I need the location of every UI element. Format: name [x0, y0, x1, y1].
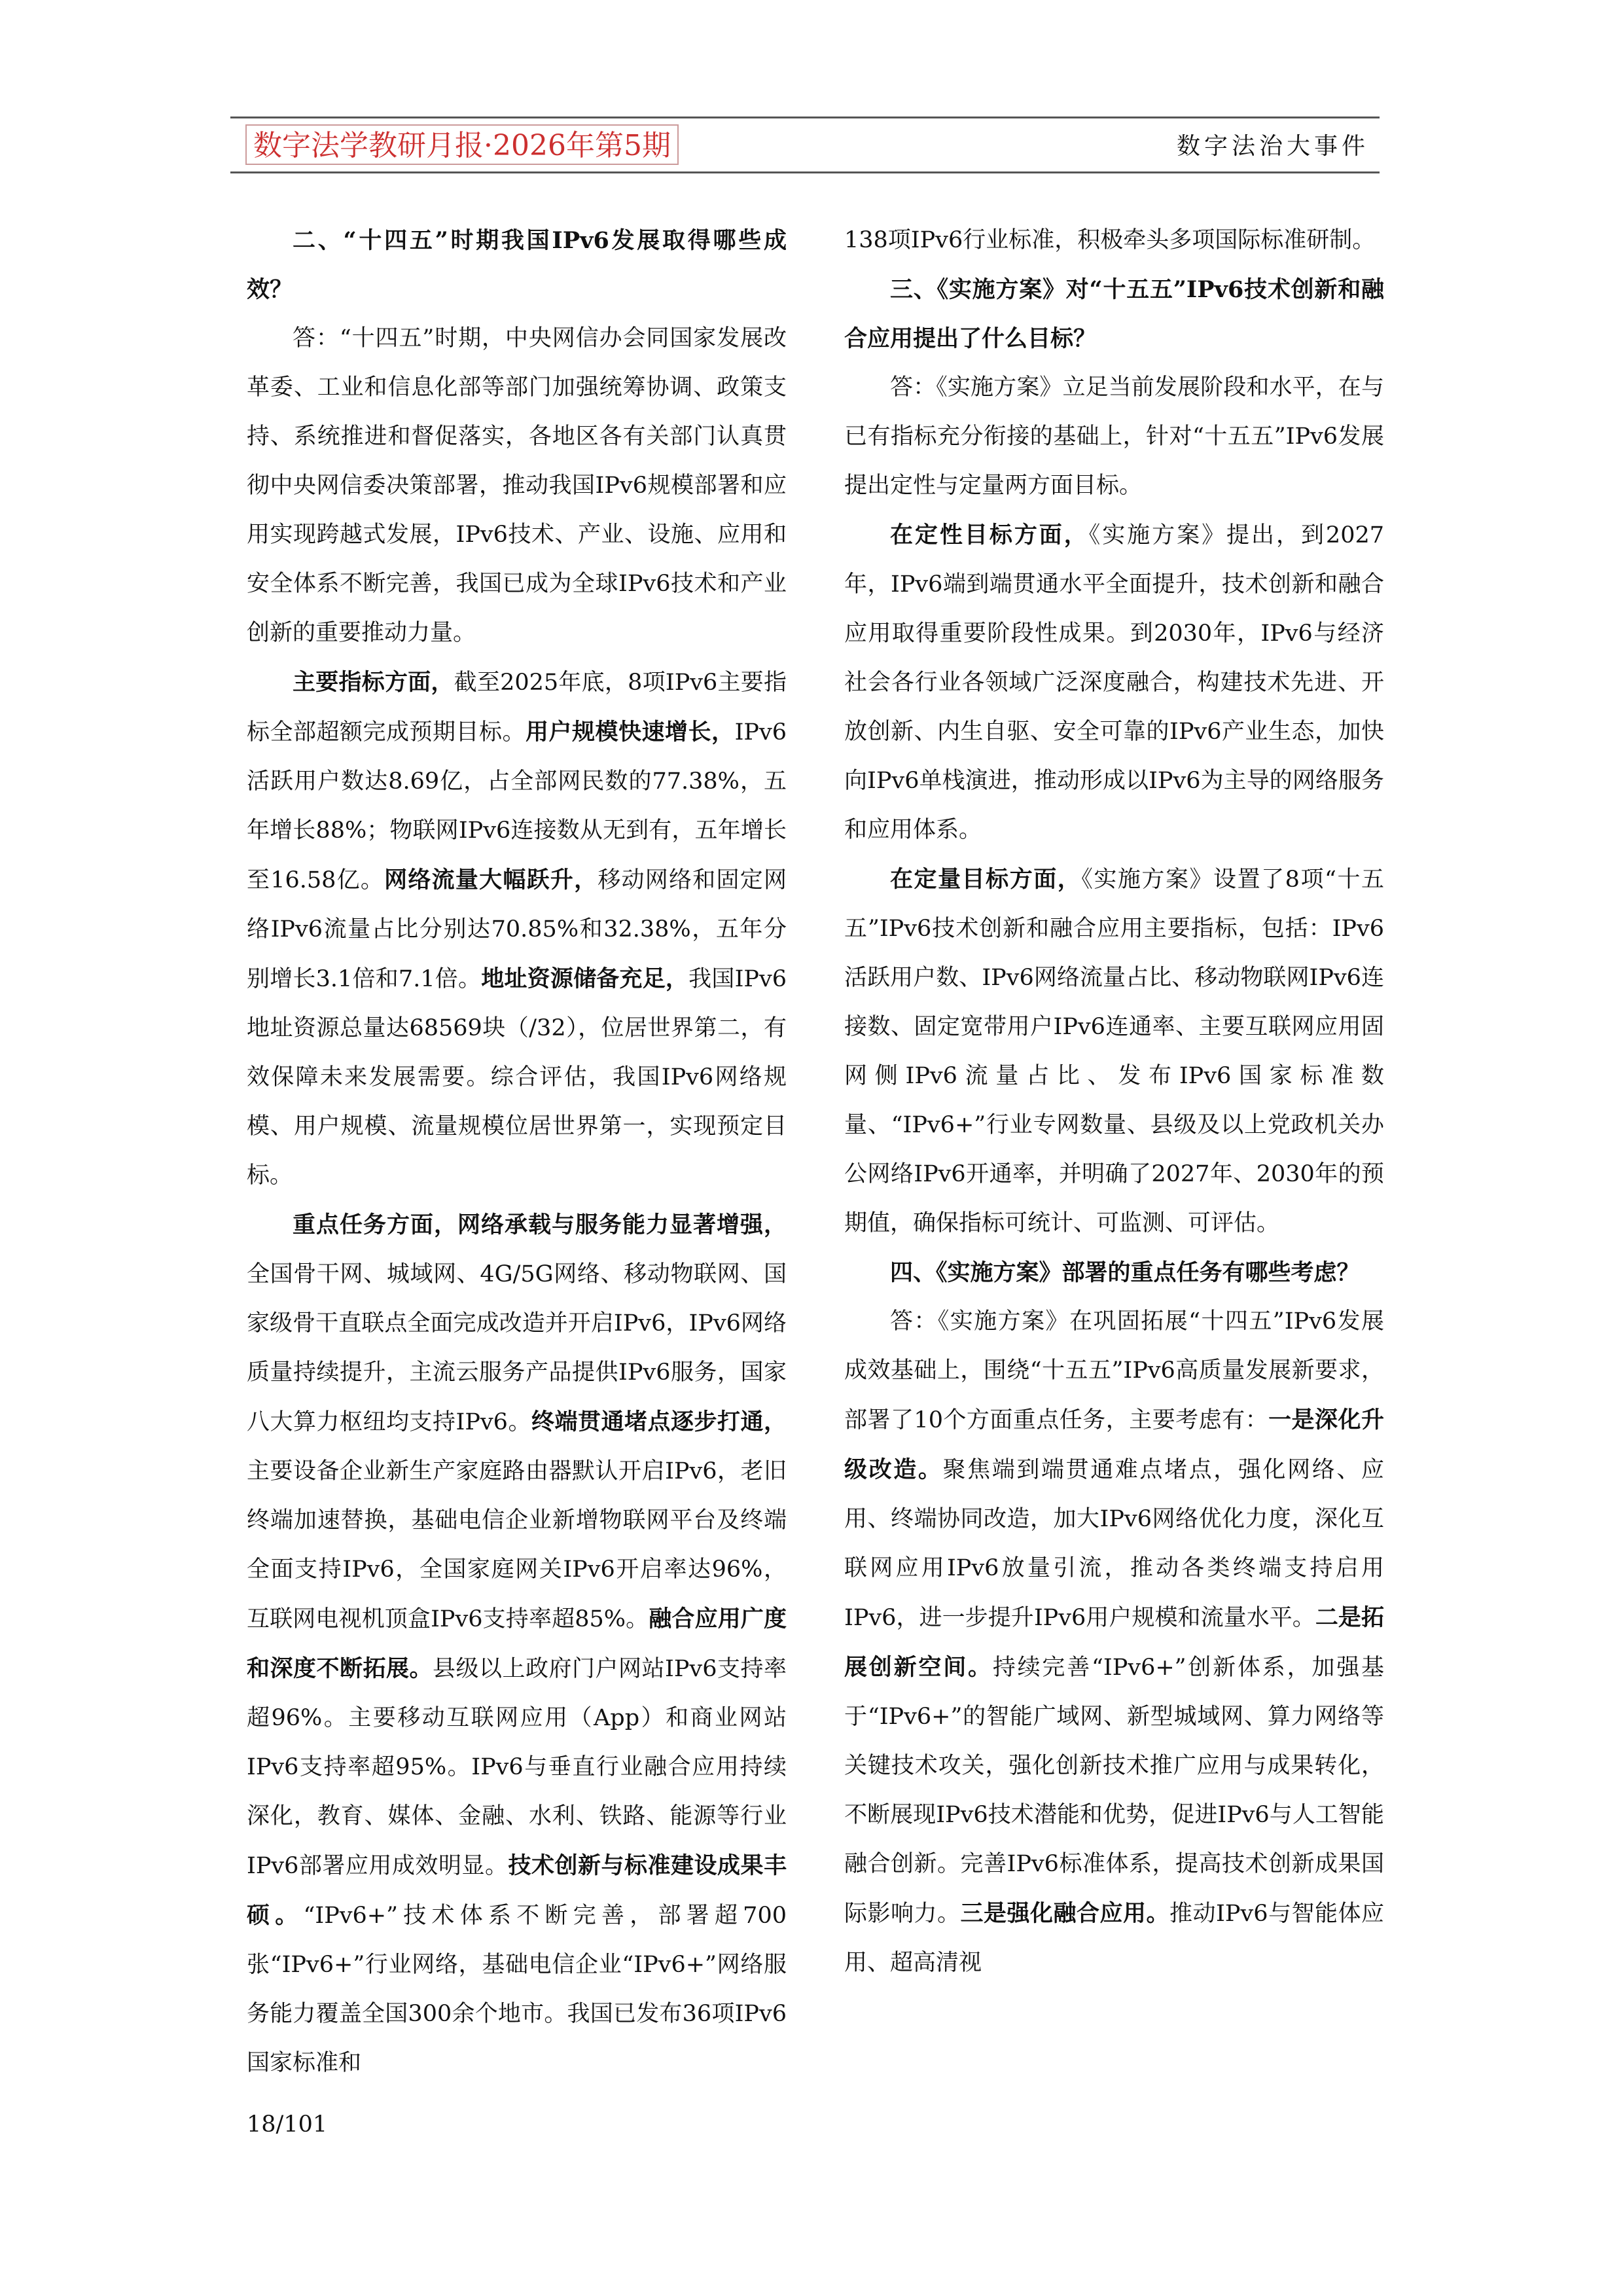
qualitative-goals-paragraph — [844, 511, 1384, 855]
page-number: 18/101 — [247, 2111, 328, 2138]
bold-lead: 在定量目标方面， — [890, 866, 1082, 893]
bold-lead: 主要指标方面， — [293, 669, 454, 696]
paragraph-text: 县级以上政府门户网站IPv6支持率超96%。主要移动互联网应用（App）和商业网站IPv6支持率超95%。IPv6与垂直行业融合应用持续深化，教育、媒体、金融、水利、铁路、能源等行业IPv6部署应用成效明显。 — [247, 1656, 787, 1879]
paragraph-text: “IPv6+”技术体系不断完善，部署超700张“IPv6+”行业网络，基础电信企业“IPv6+”网络服务能力覆盖全国300余个地市。我国已发布36项IPv6国家标准和 — [247, 1903, 787, 2076]
journal-title: 数字法学教研月报·2026年第5期 — [245, 124, 679, 165]
continuation-text: 138项IPv6行业标准，积极牵头多项国际标准研制。 — [844, 227, 1376, 253]
header-bottom-rule — [230, 171, 1380, 173]
paragraph-text: 截至2025年底，8项IPv6主要指标全部超额完成预期目标。 — [247, 670, 787, 745]
bold-lead: 终端贯通堵点逐步打通， — [531, 1408, 787, 1435]
paragraph-text: 我国IPv6地址资源总量达68569块（/32），位居世界第二，有效保障未来发展需要。综合评估，我国IPv6网络规模、用户规模、流量规模位居世界第一，实现预定目标。 — [247, 966, 787, 1189]
paragraph-text: IPv6活跃用户数达8.69亿，占全部网民数的77.38%，五年增长88%；物联网IPv6连接数从无到有，五年增长至16.58亿。 — [247, 719, 787, 893]
bold-lead: 融合应用广度和深度不断拓展。 — [247, 1605, 787, 1682]
bold-lead: 三是强化融合应用。 — [960, 1900, 1170, 1927]
paragraph-text: 聚焦端到端贯通难点堵点，强化网络、应用、终端协同改造，加大IPv6网络优化力度，深化互联网应用IPv6放量引流，推动各类终端支持启用IPv6，进一步提升IPv6用户规模和流量水平。 — [844, 1457, 1384, 1631]
paragraph-text: 《实施方案》提出，到2027年，IPv6端到端贯通水平全面提升，技术创新和融合应用取得重要阶段性成果。到2030年，IPv6与经济社会各行业各领域广泛深度融合，构建技术先进、开放创新、内生自驱、安全可靠的IPv6产业生态，加快向IPv6单栈演进，推动形成以IPv6为主导的网络服务和应用体系。 — [844, 522, 1384, 843]
paragraph-text: 持续完善“IPv6+”创新体系，加强基于“IPv6+”的智能广域网、新型城域网、算力网络等关键技术攻关，强化创新技术推广应用与成果转化，不断展现IPv6技术潜能和优势，促进IPv6与人工智能融合创新。完善IPv6标准体系，提高技术创新成果国际影响力。 — [844, 1655, 1384, 1927]
main-indicators-paragraph — [247, 658, 787, 1200]
bold-lead: 网络流量大幅跃升， — [384, 867, 598, 893]
question-3-answer: 答：《实施方案》立足当前发展阶段和水平，在与已有指标充分衔接的基础上，针对“十五五”IPv6发展提出定性与定量两方面目标。 — [844, 374, 1384, 499]
key-tasks-paragraph — [247, 1200, 787, 2088]
paragraph-text: 移动网络和固定网络IPv6流量占比分别达70.85%和32.38%，五年分别增长3.1倍和7.1倍。 — [247, 867, 787, 992]
question-4-answer — [844, 1297, 1384, 1988]
bold-lead: 技术创新与标准建设成果丰硕。 — [247, 1852, 787, 1929]
question-2-heading: 二、“十四五”时期我国IPv6发展取得哪些成效？ — [247, 227, 787, 303]
question-2-answer: 答：“十四五”时期，中央网信办会同国家发展改革委、工业和信息化部等部门加强统筹协调、政策支持、系统推进和督促落实，各地区各有关部门认真贯彻中央网信委决策部署，推动我国IPv6规模部署和应用实现跨越式发展，IPv6技术、产业、设施、应用和安全体系不断完善，我国已成为全球IPv6技术和产业创新的重要推动力量。 — [247, 325, 787, 646]
quantitative-goals-paragraph — [844, 855, 1384, 1248]
bold-lead: 一是深化升级改造。 — [844, 1407, 1384, 1483]
paragraph-text: 主要设备企业新生产家庭路由器默认开启IPv6，老旧终端加速替换，基础电信企业新增物联网平台及终端全面支持IPv6，全国家庭网关IPv6开启率达96%，互联网电视机顶盒IPv6支持率超85%。 — [247, 1458, 787, 1632]
question-3-heading: 三、《实施方案》对“十五五”IPv6技术创新和融合应用提出了什么目标？ — [844, 276, 1384, 352]
bold-lead: 重点任务方面，网络承载与服务能力显著增强， — [293, 1211, 787, 1238]
paragraph-text: 推动IPv6与智能体应用、超高清视 — [844, 1901, 1384, 1976]
bold-lead: 二是拓展创新空间。 — [844, 1604, 1384, 1681]
bold-lead: 用户规模快速增长， — [526, 719, 735, 745]
left-column — [247, 216, 787, 2088]
header-top-rule — [230, 117, 1380, 118]
section-label: 数字法治大事件 — [1176, 133, 1369, 160]
paragraph-text: 全国骨干网、城域网、4G/5G网络、移动物联网、国家级骨干直联点全面完成改造并开启IPv6，IPv6网络质量持续提升，主流云服务产品提供IPv6服务，国家八大算力枢纽均支持IPv6。 — [247, 1261, 787, 1435]
paragraph-text: 答：《实施方案》在巩固拓展“十四五”IPv6发展成效基础上，围绕“十五五”IPv6高质量发展新要求，部署了10个方面重点任务，主要考虑有： — [844, 1308, 1384, 1433]
paragraph-text: 《实施方案》设置了8项“十五五”IPv6技术创新和融合应用主要指标，包括：IPv6活跃用户数、IPv6网络流量占比、移动物联网IPv6连接数、固定宽带用户IPv6连通率、主要互联网应用固网侧IPv6流量占比、发布IPv6国家标准数量、“IPv6+”行业专网数量、县级及以上党政机关办公网络IPv6开通率，并明确了2027年、2030年的预期值，确保指标可统计、可监测、可评估。 — [844, 867, 1384, 1236]
bold-lead: 在定性目标方面， — [890, 522, 1089, 548]
question-4-heading: 四、《实施方案》部署的重点任务有哪些考虑？ — [890, 1259, 1360, 1286]
bold-lead: 地址资源储备充足， — [481, 965, 689, 992]
right-column — [844, 216, 1384, 1988]
